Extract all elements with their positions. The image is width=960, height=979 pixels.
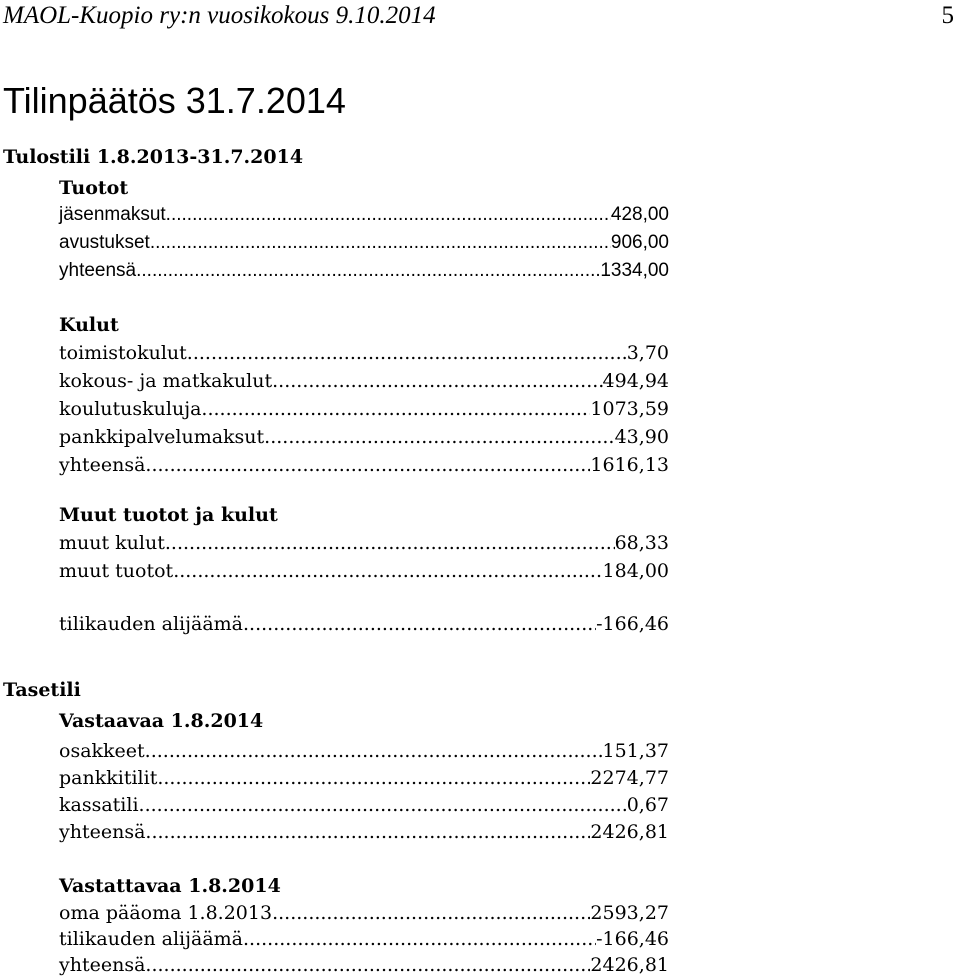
ledger-label: jäsenmaksut <box>59 204 166 225</box>
ledger-label: muut tuotot <box>59 560 174 582</box>
ledger-value: 1073,59 <box>590 398 669 420</box>
ledger-row <box>59 900 669 926</box>
ledger-value: 3,70 <box>626 342 669 364</box>
ledger-row <box>59 258 669 284</box>
leader-dots <box>165 530 615 556</box>
ledger-value: 2274,77 <box>590 767 669 789</box>
leader-dots <box>173 558 602 584</box>
ledger-label: tilikauden alijäämä <box>59 613 243 635</box>
ledger-row <box>59 952 669 978</box>
ledger-label: tilikauden alijäämä <box>59 928 243 950</box>
page-number: 5 <box>941 2 954 29</box>
leader-dots <box>201 396 590 422</box>
leader-dots <box>243 611 596 637</box>
leader-dots <box>166 202 611 228</box>
leader-dots <box>157 765 590 791</box>
leader-dots <box>145 738 603 764</box>
ledger-label: oma pääoma 1.8.2013 <box>59 902 273 924</box>
ledger-row <box>59 530 669 556</box>
ledger-label: osakkeet <box>59 740 145 762</box>
ledger-value: 2426,81 <box>590 821 669 843</box>
ledger-row <box>59 396 669 422</box>
leader-dots <box>272 368 602 394</box>
ledger-value: 1334,00 <box>600 260 669 281</box>
ledger-row <box>59 926 669 952</box>
ledger-label: yhteensä <box>59 954 146 976</box>
tasetili-heading: Tasetili <box>3 679 81 701</box>
leader-dots <box>264 424 614 450</box>
ledger-label: yhteensä <box>59 260 137 281</box>
leader-dots <box>272 900 590 926</box>
ledger-label: yhteensä <box>59 821 146 843</box>
ledger-row <box>59 738 669 764</box>
ledger-row <box>59 611 669 637</box>
tulostili-heading: Tulostili 1.8.2013-31.7.2014 <box>3 146 304 168</box>
ledger-label: pankkipalvelumaksut <box>59 426 265 448</box>
ledger-label: avustukset <box>59 232 150 253</box>
ledger-row <box>59 340 669 366</box>
leader-dots <box>136 258 600 284</box>
ledger-row <box>59 368 669 394</box>
ledger-value: 494,94 <box>602 370 669 392</box>
muut-heading: Muut tuotot ja kulut <box>59 504 278 526</box>
kulut-heading: Kulut <box>59 314 119 336</box>
ledger-row <box>59 424 669 450</box>
tuotot-heading: Tuotot <box>59 177 129 199</box>
vastaavaa-heading: Vastaavaa 1.8.2014 <box>59 710 264 732</box>
ledger-value: 906,00 <box>610 232 669 253</box>
ledger-row <box>59 558 669 584</box>
ledger-label: koulutuskuluja <box>59 398 202 420</box>
leader-dots <box>145 452 590 478</box>
ledger-value: 1616,13 <box>590 454 669 476</box>
ledger-label: pankkitilit <box>59 767 158 789</box>
leader-dots <box>187 340 627 366</box>
leader-dots <box>145 819 590 845</box>
ledger-row <box>59 819 669 845</box>
leader-dots <box>139 792 627 818</box>
ledger-label: toimistokulut <box>59 342 187 364</box>
ledger-label: kokous- ja matkakulut <box>59 370 273 392</box>
page-title: Tilinpäätös 31.7.2014 <box>3 80 346 121</box>
ledger-value: -166,46 <box>596 613 669 635</box>
ledger-row <box>59 202 669 228</box>
ledger-value: 184,00 <box>602 560 669 582</box>
ledger-value: 2593,27 <box>590 902 669 924</box>
ledger-row <box>59 792 669 818</box>
ledger-value: 43,90 <box>614 426 669 448</box>
ledger-value: 428,00 <box>610 204 669 225</box>
ledger-value: 68,33 <box>614 532 669 554</box>
ledger-value: 2426,81 <box>590 954 669 976</box>
ledger-value: -166,46 <box>596 928 669 950</box>
ledger-value: 0,67 <box>626 794 669 816</box>
ledger-row <box>59 452 669 478</box>
ledger-label: yhteensä <box>59 454 146 476</box>
ledger-row <box>59 230 669 256</box>
ledger-row <box>59 765 669 791</box>
leader-dots <box>145 952 590 978</box>
ledger-label: muut kulut <box>59 532 165 554</box>
leader-dots <box>243 926 596 952</box>
ledger-value: 151,37 <box>602 740 669 762</box>
document-header-title: MAOL-Kuopio ry:n vuosikokous 9.10.2014 <box>3 2 436 29</box>
ledger-label: kassatili <box>59 794 139 816</box>
vastattavaa-heading: Vastattavaa 1.8.2014 <box>59 875 281 897</box>
leader-dots <box>150 230 611 256</box>
